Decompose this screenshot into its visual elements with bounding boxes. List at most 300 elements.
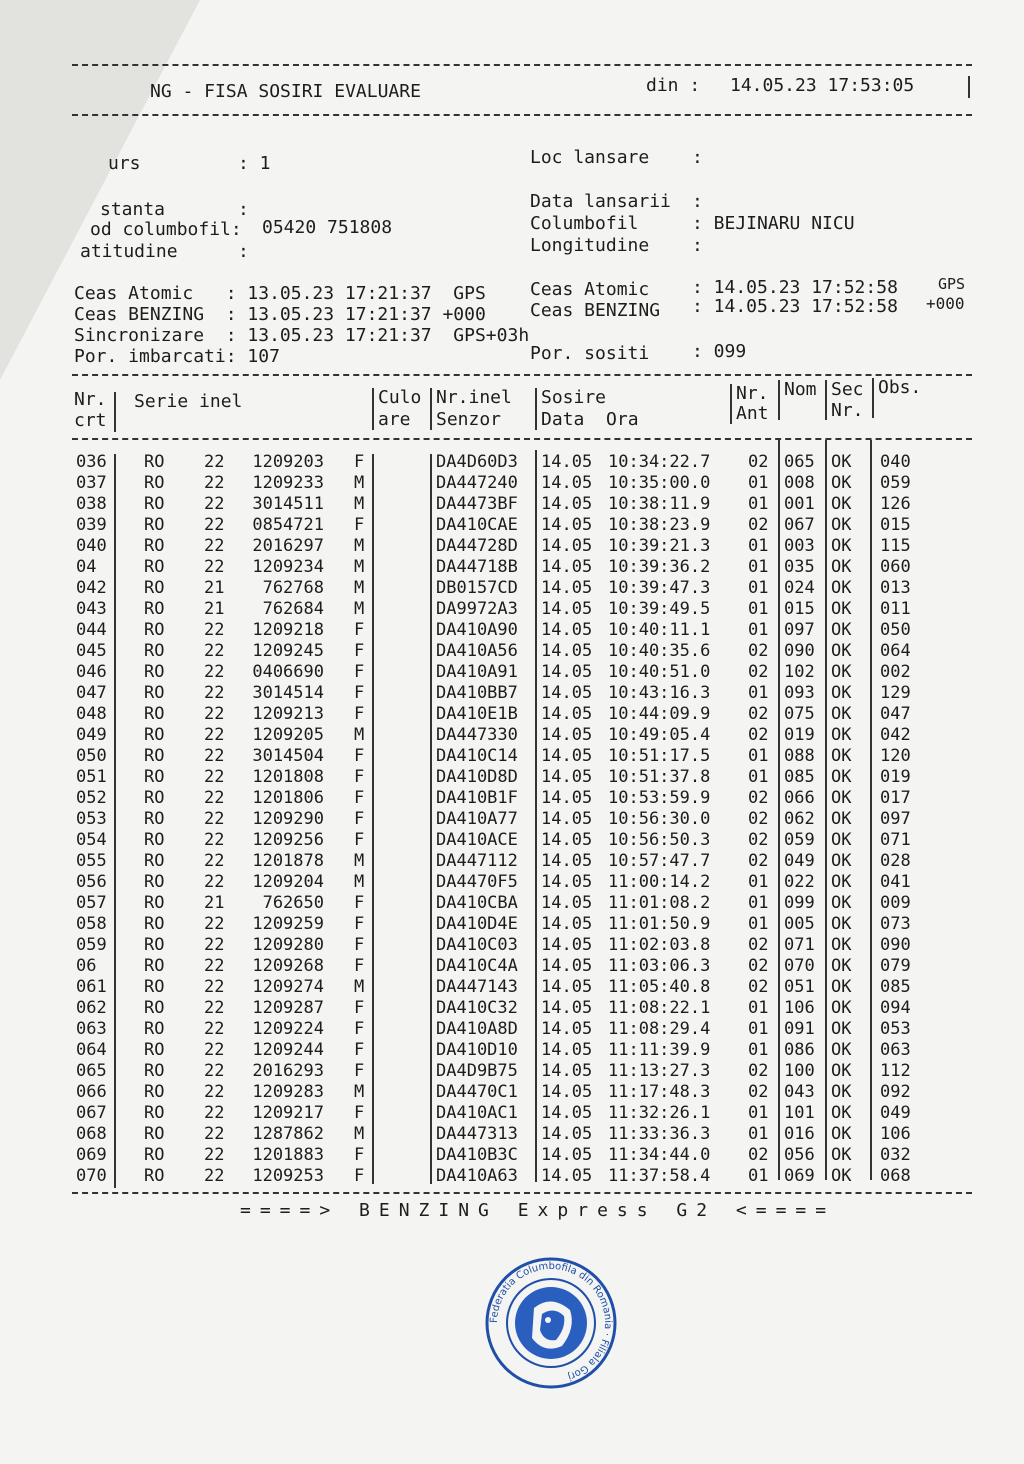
longitudine-label: Longitudine — [530, 235, 650, 256]
concurs-value: : 1 — [238, 153, 271, 174]
row-serie-number: 762684 — [262, 599, 324, 619]
row-obs: 085 — [880, 977, 911, 997]
row-date: 14.05 — [541, 935, 593, 955]
row-time: 10:49:05.4 — [608, 725, 711, 745]
divider — [72, 374, 972, 376]
row-serie-year: 22 — [204, 914, 225, 934]
row-nr: 038 — [76, 494, 107, 514]
row-serie-year: 22 — [204, 515, 225, 535]
row-date: 14.05 — [541, 620, 593, 640]
row-serie-year: 22 — [204, 977, 225, 997]
row-sec-status: OK — [831, 1166, 852, 1186]
row-time: 11:13:27.3 — [608, 1061, 711, 1081]
row-sec-status: OK — [831, 809, 852, 829]
row-serie-country: RO — [144, 956, 165, 976]
row-serie-year: 22 — [204, 1082, 225, 1102]
row-obs: 047 — [880, 704, 911, 724]
row-sex: F — [354, 1145, 365, 1165]
row-nr: 053 — [76, 809, 107, 829]
row-serie-year: 21 — [204, 578, 225, 598]
row-date: 14.05 — [541, 725, 593, 745]
divider — [870, 440, 872, 1180]
row-time: 10:35:00.0 — [608, 473, 711, 493]
row-nr: 068 — [76, 1124, 107, 1144]
row-serie-number: 1209245 — [252, 641, 324, 661]
row-nr: 040 — [76, 536, 107, 556]
row-serie-country: RO — [144, 725, 165, 745]
row-obs: 009 — [880, 893, 911, 913]
row-sex: F — [354, 809, 365, 829]
row-serie-number: 1209259 — [252, 914, 324, 934]
row-nr: 066 — [76, 1082, 107, 1102]
row-time: 11:08:29.4 — [608, 1019, 711, 1039]
row-nom: 070 — [784, 956, 815, 976]
row-sensor: DA410ACE — [436, 830, 518, 850]
row-sensor: DA410A91 — [436, 662, 518, 682]
row-nr: 051 — [76, 767, 107, 787]
divider — [872, 378, 874, 418]
row-sex: M — [354, 494, 365, 514]
row-serie-number: 1201883 — [252, 1145, 324, 1165]
row-time: 10:56:30.0 — [608, 809, 711, 829]
divider — [114, 392, 116, 432]
row-serie-year: 22 — [204, 704, 225, 724]
row-sensor: DA410D8D — [436, 767, 518, 787]
row-sec-status: OK — [831, 1061, 852, 1081]
row-nr-ant: 01 — [748, 998, 769, 1018]
row-nr-ant: 01 — [748, 767, 769, 787]
row-obs: 092 — [880, 1082, 911, 1102]
row-nr-ant: 01 — [748, 872, 769, 892]
row-obs: 028 — [880, 851, 911, 871]
row-sensor: DA410CAE — [436, 515, 518, 535]
row-nom: 065 — [784, 452, 815, 472]
row-serie-year: 22 — [204, 998, 225, 1018]
row-serie-number: 0406690 — [252, 662, 324, 682]
row-sec-status: OK — [831, 641, 852, 661]
row-nom: 086 — [784, 1040, 815, 1060]
row-serie-year: 22 — [204, 851, 225, 871]
divider — [968, 76, 970, 98]
row-nr-ant: 02 — [748, 1082, 769, 1102]
ceas-atomic-end-value: : 14.05.23 17:52:58 — [692, 277, 898, 298]
stamp-text: Federatia Columbofila din Romania · Filiala Gorj — [488, 1260, 614, 1383]
row-serie-number: 1209234 — [252, 557, 324, 577]
columbofil-value: : BEJINARU NICU — [692, 213, 855, 234]
report-date-label: din : — [646, 75, 701, 96]
row-serie-number: 1209253 — [252, 1166, 324, 1186]
row-sex: F — [354, 1019, 365, 1039]
divider — [372, 388, 374, 430]
row-nom: 016 — [784, 1124, 815, 1144]
row-time: 11:37:58.4 — [608, 1166, 711, 1186]
row-serie-country: RO — [144, 830, 165, 850]
row-sex: F — [354, 956, 365, 976]
row-serie-country: RO — [144, 1145, 165, 1165]
row-sex: F — [354, 998, 365, 1018]
col-culo: Culo — [378, 387, 422, 408]
row-time: 10:40:11.1 — [608, 620, 711, 640]
row-nr-ant: 01 — [748, 599, 769, 619]
data-lansarii-label: Data lansarii — [530, 191, 671, 212]
row-nr: 06 — [76, 956, 97, 976]
ceas-atomic-start: Ceas Atomic : 13.05.23 17:21:37 GPS — [74, 283, 486, 304]
row-obs: 106 — [880, 1124, 911, 1144]
row-nr: 036 — [76, 452, 107, 472]
row-date: 14.05 — [541, 1124, 593, 1144]
row-nr: 054 — [76, 830, 107, 850]
row-obs: 011 — [880, 599, 911, 619]
distanta-label: stanta — [100, 199, 166, 220]
row-nr-ant: 02 — [748, 704, 769, 724]
row-nr: 04 — [76, 557, 97, 577]
row-obs: 015 — [880, 515, 911, 535]
row-nr-ant: 02 — [748, 1145, 769, 1165]
row-time: 10:51:17.5 — [608, 746, 711, 766]
row-nom: 035 — [784, 557, 815, 577]
row-time: 11:00:14.2 — [608, 872, 711, 892]
row-sex: F — [354, 893, 365, 913]
row-nom: 043 — [784, 1082, 815, 1102]
row-sex: F — [354, 788, 365, 808]
row-nr-ant: 02 — [748, 1061, 769, 1081]
row-time: 11:32:26.1 — [608, 1103, 711, 1123]
row-date: 14.05 — [541, 746, 593, 766]
row-sec-status: OK — [831, 557, 852, 577]
loc-value: : — [692, 147, 703, 168]
row-sec-status: OK — [831, 1124, 852, 1144]
row-serie-country: RO — [144, 683, 165, 703]
row-date: 14.05 — [541, 557, 593, 577]
report-date-value: 14.05.23 17:53:05 — [730, 75, 915, 96]
row-serie-country: RO — [144, 536, 165, 556]
row-nr-ant: 02 — [748, 662, 769, 682]
row-nr: 065 — [76, 1061, 107, 1081]
row-sex: M — [354, 1124, 365, 1144]
porumbei-sositi-value: : 099 — [692, 341, 747, 362]
divider — [72, 1192, 972, 1194]
row-date: 14.05 — [541, 704, 593, 724]
row-date: 14.05 — [541, 956, 593, 976]
row-serie-country: RO — [144, 809, 165, 829]
row-sensor: DA410A8D — [436, 1019, 518, 1039]
row-nr-ant: 01 — [748, 1166, 769, 1186]
row-nom: 101 — [784, 1103, 815, 1123]
row-date: 14.05 — [541, 1040, 593, 1060]
ceas-benzing-start: Ceas BENZING : 13.05.23 17:21:37 +000 — [74, 304, 486, 325]
row-nom: 097 — [784, 620, 815, 640]
row-time: 11:05:40.8 — [608, 977, 711, 997]
row-sec-status: OK — [831, 935, 852, 955]
row-date: 14.05 — [541, 767, 593, 787]
row-nr: 052 — [76, 788, 107, 808]
row-date: 14.05 — [541, 998, 593, 1018]
divider — [430, 388, 432, 430]
row-sec-status: OK — [831, 704, 852, 724]
row-serie-country: RO — [144, 452, 165, 472]
row-date: 14.05 — [541, 536, 593, 556]
row-serie-year: 22 — [204, 1124, 225, 1144]
row-sec-status: OK — [831, 956, 852, 976]
row-serie-year: 22 — [204, 1061, 225, 1081]
row-nom: 059 — [784, 830, 815, 850]
row-obs: 071 — [880, 830, 911, 850]
row-sec-status: OK — [831, 515, 852, 535]
row-time: 11:08:22.1 — [608, 998, 711, 1018]
col-nom: Nom — [784, 379, 817, 400]
row-date: 14.05 — [541, 494, 593, 514]
col-nr-inel: Nr.inel — [436, 387, 512, 408]
row-obs: 032 — [880, 1145, 911, 1165]
row-serie-number: 2016293 — [252, 1061, 324, 1081]
row-date: 14.05 — [541, 830, 593, 850]
row-nr: 050 — [76, 746, 107, 766]
row-sec-status: OK — [831, 746, 852, 766]
row-nr-ant: 02 — [748, 977, 769, 997]
row-date: 14.05 — [541, 578, 593, 598]
row-nom: 085 — [784, 767, 815, 787]
row-serie-number: 1209287 — [252, 998, 324, 1018]
row-sec-status: OK — [831, 893, 852, 913]
row-obs: 042 — [880, 725, 911, 745]
row-date: 14.05 — [541, 662, 593, 682]
row-time: 10:40:35.6 — [608, 641, 711, 661]
row-obs: 120 — [880, 746, 911, 766]
row-time: 10:43:16.3 — [608, 683, 711, 703]
row-serie-year: 21 — [204, 893, 225, 913]
row-sex: F — [354, 1103, 365, 1123]
row-nom: 093 — [784, 683, 815, 703]
row-sensor: DA410C4A — [436, 956, 518, 976]
row-sensor: DA410A63 — [436, 1166, 518, 1186]
row-sex: F — [354, 704, 365, 724]
row-serie-year: 22 — [204, 1166, 225, 1186]
row-nr-ant: 01 — [748, 893, 769, 913]
row-sex: M — [354, 977, 365, 997]
row-nom: 003 — [784, 536, 815, 556]
row-serie-number: 3014514 — [252, 683, 324, 703]
row-sensor: DA410A77 — [436, 809, 518, 829]
col-data-ora: Data Ora — [541, 409, 639, 430]
row-sensor: DA410B1F — [436, 788, 518, 808]
col-sosire: Sosire — [541, 387, 607, 408]
federation-stamp — [484, 1256, 618, 1390]
row-obs: 115 — [880, 536, 911, 556]
row-serie-number: 1209283 — [252, 1082, 324, 1102]
divider — [430, 454, 432, 1184]
col-nr-ant: Nr. — [736, 383, 769, 404]
row-nr: 044 — [76, 620, 107, 640]
row-serie-year: 22 — [204, 683, 225, 703]
row-serie-number: 1209203 — [252, 452, 324, 472]
row-nom: 056 — [784, 1145, 815, 1165]
row-serie-year: 22 — [204, 557, 225, 577]
row-obs: 017 — [880, 788, 911, 808]
row-sec-status: OK — [831, 788, 852, 808]
row-time: 10:34:22.7 — [608, 452, 711, 472]
row-time: 10:40:51.0 — [608, 662, 711, 682]
row-sensor: DA447313 — [436, 1124, 518, 1144]
row-serie-country: RO — [144, 788, 165, 808]
row-nom: 022 — [784, 872, 815, 892]
row-nom: 099 — [784, 893, 815, 913]
row-obs: 050 — [880, 620, 911, 640]
row-serie-country: RO — [144, 704, 165, 724]
divider — [114, 454, 116, 1188]
row-sex: M — [354, 599, 365, 619]
row-sex: M — [354, 557, 365, 577]
divider — [535, 450, 537, 1182]
row-sensor: DA410B3C — [436, 1145, 518, 1165]
row-date: 14.05 — [541, 1061, 593, 1081]
row-obs: 073 — [880, 914, 911, 934]
row-serie-year: 22 — [204, 830, 225, 850]
row-serie-number: 3014511 — [252, 494, 324, 514]
row-nr: 057 — [76, 893, 107, 913]
row-date: 14.05 — [541, 1145, 593, 1165]
row-obs: 060 — [880, 557, 911, 577]
row-date: 14.05 — [541, 872, 593, 892]
row-serie-year: 22 — [204, 1019, 225, 1039]
row-serie-country: RO — [144, 1166, 165, 1186]
row-sec-status: OK — [831, 1040, 852, 1060]
row-sex: M — [354, 725, 365, 745]
row-nr: 056 — [76, 872, 107, 892]
row-date: 14.05 — [541, 914, 593, 934]
row-obs: 041 — [880, 872, 911, 892]
row-serie-country: RO — [144, 1040, 165, 1060]
row-nr-ant: 01 — [748, 557, 769, 577]
row-obs: 112 — [880, 1061, 911, 1081]
row-nom: 066 — [784, 788, 815, 808]
row-nom: 090 — [784, 641, 815, 661]
row-date: 14.05 — [541, 977, 593, 997]
row-obs: 053 — [880, 1019, 911, 1039]
row-sensor: DA410A56 — [436, 641, 518, 661]
row-sensor: DA410AC1 — [436, 1103, 518, 1123]
row-nom: 100 — [784, 1061, 815, 1081]
row-nr-ant: 01 — [748, 1124, 769, 1144]
row-serie-year: 22 — [204, 494, 225, 514]
col-crt: crt — [74, 410, 107, 431]
row-serie-country: RO — [144, 1124, 165, 1144]
row-serie-number: 1209290 — [252, 809, 324, 829]
row-nr-ant: 02 — [748, 515, 769, 535]
row-sensor: DA4D60D3 — [436, 452, 518, 472]
divider — [72, 438, 972, 440]
row-sec-status: OK — [831, 872, 852, 892]
row-sec-status: OK — [831, 830, 852, 850]
row-sensor: DA410BB7 — [436, 683, 518, 703]
row-sec-status: OK — [831, 998, 852, 1018]
row-nr-ant: 01 — [748, 683, 769, 703]
row-serie-number: 1209217 — [252, 1103, 324, 1123]
row-time: 11:03:06.3 — [608, 956, 711, 976]
row-time: 11:11:39.9 — [608, 1040, 711, 1060]
row-serie-number: 1209256 — [252, 830, 324, 850]
row-nr: 055 — [76, 851, 107, 871]
row-sex: F — [354, 914, 365, 934]
row-date: 14.05 — [541, 1019, 593, 1039]
divider — [72, 64, 972, 66]
latitudine-label: atitudine — [80, 241, 178, 262]
divider — [778, 440, 780, 1180]
row-nr-ant: 02 — [748, 788, 769, 808]
row-serie-country: RO — [144, 473, 165, 493]
row-sensor: DA9972A3 — [436, 599, 518, 619]
row-sensor: DA410C03 — [436, 935, 518, 955]
row-nom: 088 — [784, 746, 815, 766]
report-title: NG - FISA SOSIRI EVALUARE — [150, 81, 421, 102]
row-serie-number: 1201878 — [252, 851, 324, 871]
row-time: 10:38:11.9 — [608, 494, 711, 514]
row-nom: 067 — [784, 515, 815, 535]
row-sex: M — [354, 851, 365, 871]
row-serie-year: 22 — [204, 1145, 225, 1165]
row-sec-status: OK — [831, 977, 852, 997]
row-time: 10:39:47.3 — [608, 578, 711, 598]
row-serie-year: 22 — [204, 746, 225, 766]
row-obs: 129 — [880, 683, 911, 703]
row-time: 10:51:37.8 — [608, 767, 711, 787]
row-nr-ant: 01 — [748, 473, 769, 493]
row-sensor: DA410A90 — [436, 620, 518, 640]
row-sec-status: OK — [831, 1103, 852, 1123]
row-serie-country: RO — [144, 767, 165, 787]
row-sex: F — [354, 830, 365, 850]
row-nr-ant: 01 — [748, 746, 769, 766]
row-sex: F — [354, 620, 365, 640]
row-nr: 046 — [76, 662, 107, 682]
row-nr-ant: 02 — [748, 725, 769, 745]
row-sex: F — [354, 767, 365, 787]
row-time: 11:34:44.0 — [608, 1145, 711, 1165]
row-sex: F — [354, 1061, 365, 1081]
row-nr: 070 — [76, 1166, 107, 1186]
row-sensor: DA447240 — [436, 473, 518, 493]
row-serie-year: 22 — [204, 767, 225, 787]
row-nom: 069 — [784, 1166, 815, 1186]
row-obs: 049 — [880, 1103, 911, 1123]
row-nr-ant: 02 — [748, 809, 769, 829]
row-nr: 039 — [76, 515, 107, 535]
row-obs: 019 — [880, 767, 911, 787]
row-sensor: DA410E1B — [436, 704, 518, 724]
sincronizare: Sincronizare : 13.05.23 17:21:37 GPS+03h — [74, 325, 530, 346]
row-serie-year: 22 — [204, 725, 225, 745]
row-serie-year: 22 — [204, 872, 225, 892]
ceas-benzing-end-value: : 14.05.23 17:52:58 — [692, 296, 898, 317]
row-serie-number: 1209204 — [252, 872, 324, 892]
row-date: 14.05 — [541, 1166, 593, 1186]
row-nr: 059 — [76, 935, 107, 955]
row-date: 14.05 — [541, 515, 593, 535]
row-serie-country: RO — [144, 662, 165, 682]
row-sec-status: OK — [831, 767, 852, 787]
row-obs: 097 — [880, 809, 911, 829]
row-nom: 008 — [784, 473, 815, 493]
row-serie-number: 1209233 — [252, 473, 324, 493]
row-serie-country: RO — [144, 893, 165, 913]
row-obs: 126 — [880, 494, 911, 514]
row-serie-country: RO — [144, 620, 165, 640]
row-nr: 069 — [76, 1145, 107, 1165]
row-nr-ant: 01 — [748, 914, 769, 934]
row-time: 11:17:48.3 — [608, 1082, 711, 1102]
divider — [730, 384, 732, 424]
row-time: 10:44:09.9 — [608, 704, 711, 724]
col-serie: Serie inel — [134, 391, 243, 412]
